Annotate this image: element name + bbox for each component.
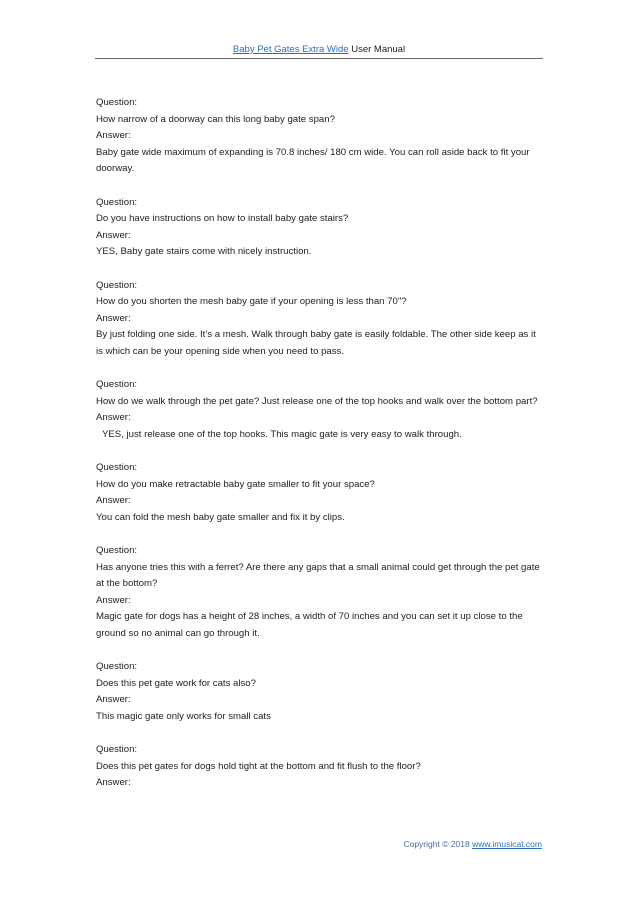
question-text: Has anyone tries this with a ferret? Are there any gaps that a small animal could get through the pet gate at the bottom? [96, 561, 540, 590]
answer-label: Answer: [96, 777, 131, 789]
answer-label: Answer: [96, 694, 131, 706]
answer-text: YES, just release one of the top hooks. This magic gate is very easy to walk through. [102, 428, 462, 440]
answer-label: Answer: [96, 594, 131, 606]
page-header [95, 44, 543, 55]
answer-label: Answer: [96, 130, 131, 142]
answer-label: Answer: [96, 229, 131, 241]
answer-text: You can fold the mesh baby gate smaller and fix it by clips. [96, 511, 345, 523]
question-label: Question: [96, 661, 138, 673]
website-link[interactable]: www.imusicat.com [472, 839, 542, 849]
answer-label: Answer: [96, 312, 131, 324]
question-label: Question: [96, 97, 138, 108]
faq-item [96, 742, 542, 792]
faq-item [96, 95, 542, 178]
question-text: How do we walk through the pet gate? Just release one of the top hooks and walk over the bottom part? [96, 395, 538, 407]
faq-content [96, 95, 542, 809]
question-text: Do you have instructions on how to install baby gate stairs? [96, 213, 349, 225]
header-suffix: User Manual [348, 44, 406, 55]
question-text: How do you make retractable baby gate smaller to fit your space? [96, 478, 375, 490]
answer-text: Baby gate wide maximum of expanding is 70.8 inches/ 180 cm wide. You can roll aside back to fit your doorway. [96, 146, 530, 175]
answer-text: By just folding one side. It’s a mesh. Walk through baby gate is easily foldable. The other side keep as it is which can be your opening side when you need to pass. [96, 329, 536, 357]
question-label: Question: [96, 379, 138, 391]
question-text: How do you shorten the mesh baby gate if your opening is less than 70"? [96, 296, 407, 308]
answer-label: Answer: [96, 412, 131, 424]
faq-item [96, 460, 542, 526]
faq-item [96, 377, 542, 443]
question-label: Question: [96, 279, 138, 291]
faq-item [96, 278, 542, 361]
header-divider [95, 58, 543, 59]
faq-item [96, 543, 542, 643]
question-label: Question: [96, 196, 138, 208]
question-text: Does this pet gate work for cats also? [96, 677, 256, 689]
answer-text: Magic gate for dogs has a height of 28 inches, a width of 70 inches and you can set it up close to the ground so no animal can go through it. [96, 611, 523, 639]
page-footer [95, 839, 542, 849]
answer-text: This magic gate only works for small cats [96, 710, 271, 722]
question-text: How narrow of a doorway can this long baby gate span? [96, 113, 335, 125]
copyright-text: Copyright © 2018 [403, 839, 473, 849]
faq-item [96, 659, 542, 725]
answer-label: Answer: [96, 495, 131, 507]
question-text: Does this pet gates for dogs hold tight at the bottom and fit flush to the floor? [96, 760, 421, 772]
question-label: Question: [96, 744, 138, 756]
header-product-link[interactable]: Baby Pet Gates Extra Wide [232, 44, 349, 55]
faq-item [96, 195, 542, 261]
answer-text: YES, Baby gate stairs come with nicely instruction. [96, 246, 312, 258]
question-label: Question: [96, 545, 138, 557]
question-label: Question: [96, 462, 138, 474]
